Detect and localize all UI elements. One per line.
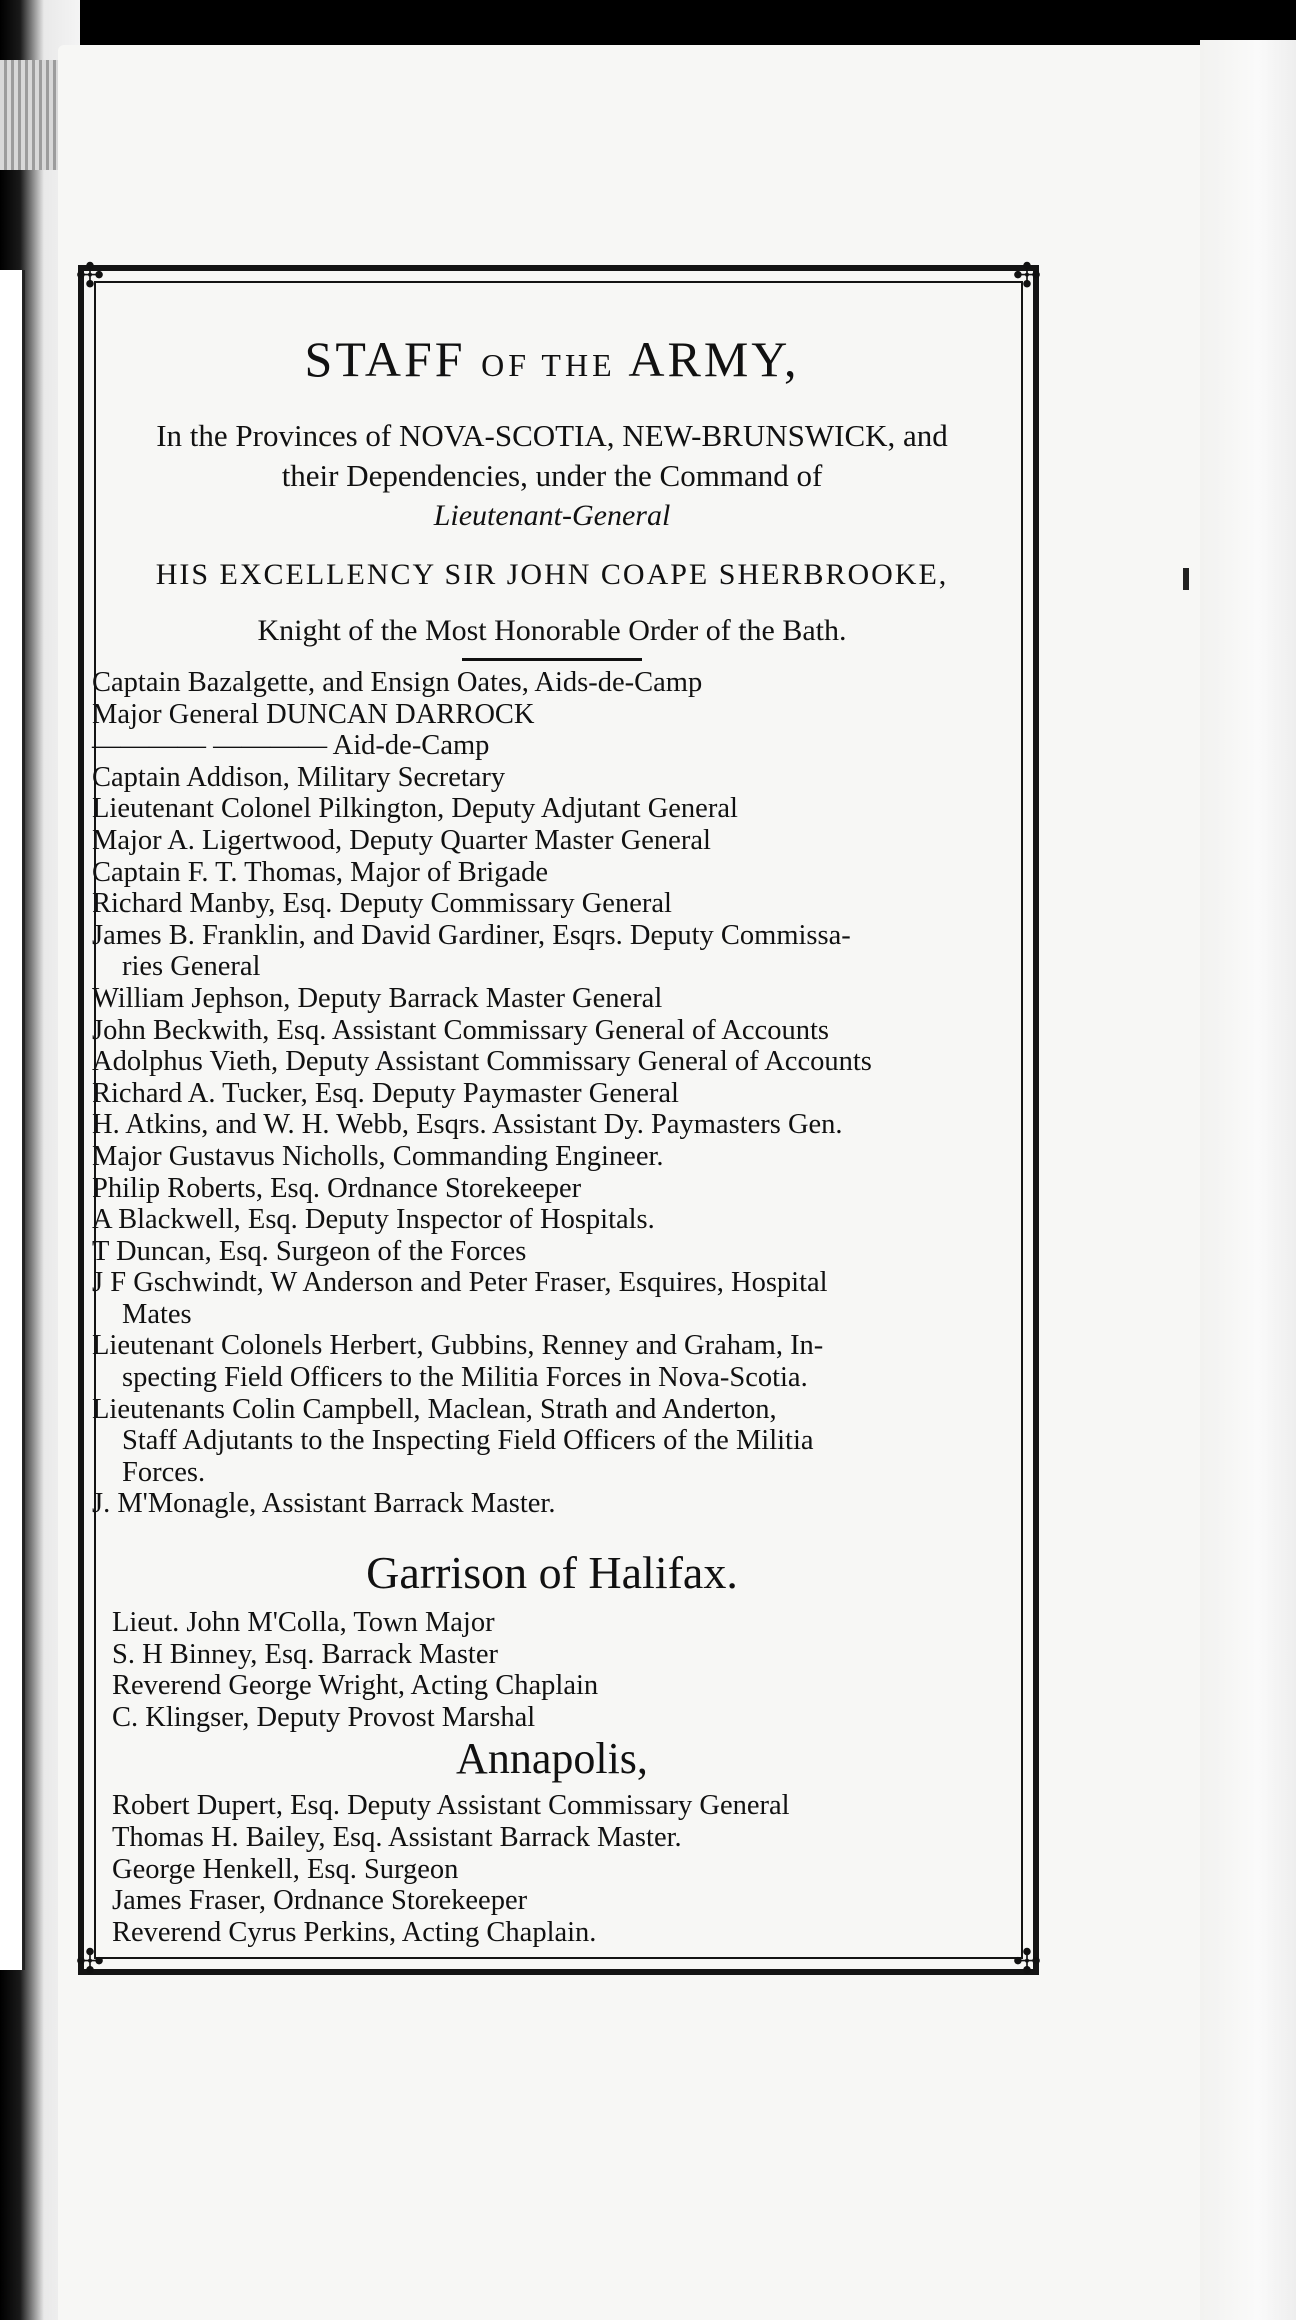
corner-ornament-top-right: ✣	[1012, 258, 1042, 295]
staff-entry: H. Atkins, and W. H. Webb, Esqrs. Assistant Dy. Paymasters Gen.	[92, 1109, 843, 1141]
staff-entry: J. M'Monagle, Assistant Barrack Master.	[92, 1488, 556, 1520]
page-content	[92, 330, 1012, 1948]
staff-entry: Richard Manby, Esq. Deputy Commissary General	[92, 888, 672, 920]
title-of-the: OF THE	[481, 347, 616, 383]
staff-entry: William Jephson, Deputy Barrack Master General	[92, 982, 663, 1014]
annapolis-entry: Reverend Cyrus Perkins, Acting Chaplain.	[112, 1916, 597, 1948]
annapolis-entry: Thomas H. Bailey, Esq. Assistant Barrack Master.	[112, 1822, 682, 1853]
section-heading-halifax: Garrison of Halifax.	[366, 1547, 738, 1599]
corner-ornament-top-left: ✣	[75, 258, 105, 295]
staff-entry-continued: Staff Adjutants to the Inspecting Field Officers of the Militia	[122, 1425, 814, 1457]
annapolis-entry: James Fraser, Ordnance Storekeeper	[112, 1885, 528, 1917]
staff-entry: Captain Addison, Military Secretary	[92, 761, 506, 793]
staff-entry: Major A. Ligertwood, Deputy Quarter Master General	[92, 824, 711, 856]
staff-entry: T Duncan, Esq. Surgeon of the Forces	[92, 1235, 527, 1267]
annapolis-entry: Robert Dupert, Esq. Deputy Assistant Commissary General	[112, 1790, 790, 1822]
title-staff: STAFF	[304, 331, 466, 387]
corner-ornament-bottom-left: ✣	[75, 1944, 105, 1981]
staff-entry: Lieutenant Colonels Herbert, Gubbins, Renney and Graham, In-	[92, 1330, 824, 1362]
staff-entry: Adolphus Vieth, Deputy Assistant Commissary General of Accounts	[92, 1046, 872, 1078]
staff-entry: Philip Roberts, Esq. Ordnance Storekeeper	[92, 1172, 582, 1204]
title-army: ARMY,	[628, 331, 800, 387]
ink-speck	[1183, 568, 1189, 590]
annapolis-entry: George Henkell, Esq. Surgeon	[112, 1853, 459, 1885]
section-heading-annapolis: Annapolis,	[456, 1734, 648, 1784]
staff-entry: Major General DUNCAN DARROCK	[92, 698, 535, 730]
intro-line-2: their Dependencies, under the Command of	[281, 458, 823, 493]
annapolis-list	[92, 1790, 1012, 1948]
halifax-list	[92, 1607, 1012, 1733]
staff-entry: Lieutenants Colin Campbell, Maclean, Strath and Anderton,	[92, 1393, 777, 1425]
halifax-entry: Lieut. John M'Colla, Town Major	[112, 1607, 495, 1639]
halifax-entry: S. H Binney, Esq. Barrack Master	[112, 1638, 498, 1670]
staff-list	[92, 667, 1012, 1520]
staff-entry: James B. Franklin, and David Gardiner, Esqrs. Deputy Commissa-	[92, 919, 851, 951]
page-title	[92, 330, 1012, 388]
staff-entry: Captain Bazalgette, and Ensign Oates, Aids-de-Camp	[92, 667, 703, 698]
divider-rule	[462, 658, 642, 661]
staff-entry: J F Gschwindt, W Anderson and Peter Fraser, Esquires, Hospital	[92, 1267, 828, 1299]
adjacent-page-edge	[0, 270, 25, 1970]
staff-entry: Captain F. T. Thomas, Major of Brigade	[92, 856, 549, 888]
staff-entry-continued: ries General	[122, 951, 261, 983]
commander-name: HIS EXCELLENCY SIR JOHN COAPE SHERBROOKE,	[155, 558, 949, 591]
staff-entry-continued: Forces.	[122, 1456, 206, 1488]
staff-entry: ———— ———— Aid-de-Camp	[92, 730, 490, 762]
staff-entry: Lieutenant Colonel Pilkington, Deputy Adjutant General	[92, 793, 738, 825]
corner-ornament-bottom-right: ✣	[1012, 1944, 1042, 1981]
staff-entry-continued: Mates	[122, 1298, 192, 1330]
page-right-edge	[1200, 40, 1296, 2320]
staff-entry: Richard A. Tucker, Esq. Deputy Paymaster General	[92, 1077, 679, 1109]
staff-entry: John Beckwith, Esq. Assistant Commissary General of Accounts	[92, 1014, 829, 1046]
commander-order: Knight of the Most Honorable Order of the Bath.	[257, 614, 847, 647]
intro-line-3: Lieutenant-General	[433, 499, 671, 532]
staff-entry: A Blackwell, Esq. Deputy Inspector of Hospitals.	[92, 1204, 655, 1236]
intro-line-1: In the Provinces of NOVA-SCOTIA, NEW-BRUNSWICK, and	[156, 418, 948, 453]
staff-entry: Major Gustavus Nicholls, Commanding Engineer.	[92, 1140, 664, 1172]
staff-entry-continued: specting Field Officers to the Militia Forces in Nova-Scotia.	[122, 1362, 808, 1394]
halifax-entry: Reverend George Wright, Acting Chaplain	[112, 1670, 599, 1702]
halifax-entry: C. Klingser, Deputy Provost Marshal	[112, 1701, 536, 1733]
